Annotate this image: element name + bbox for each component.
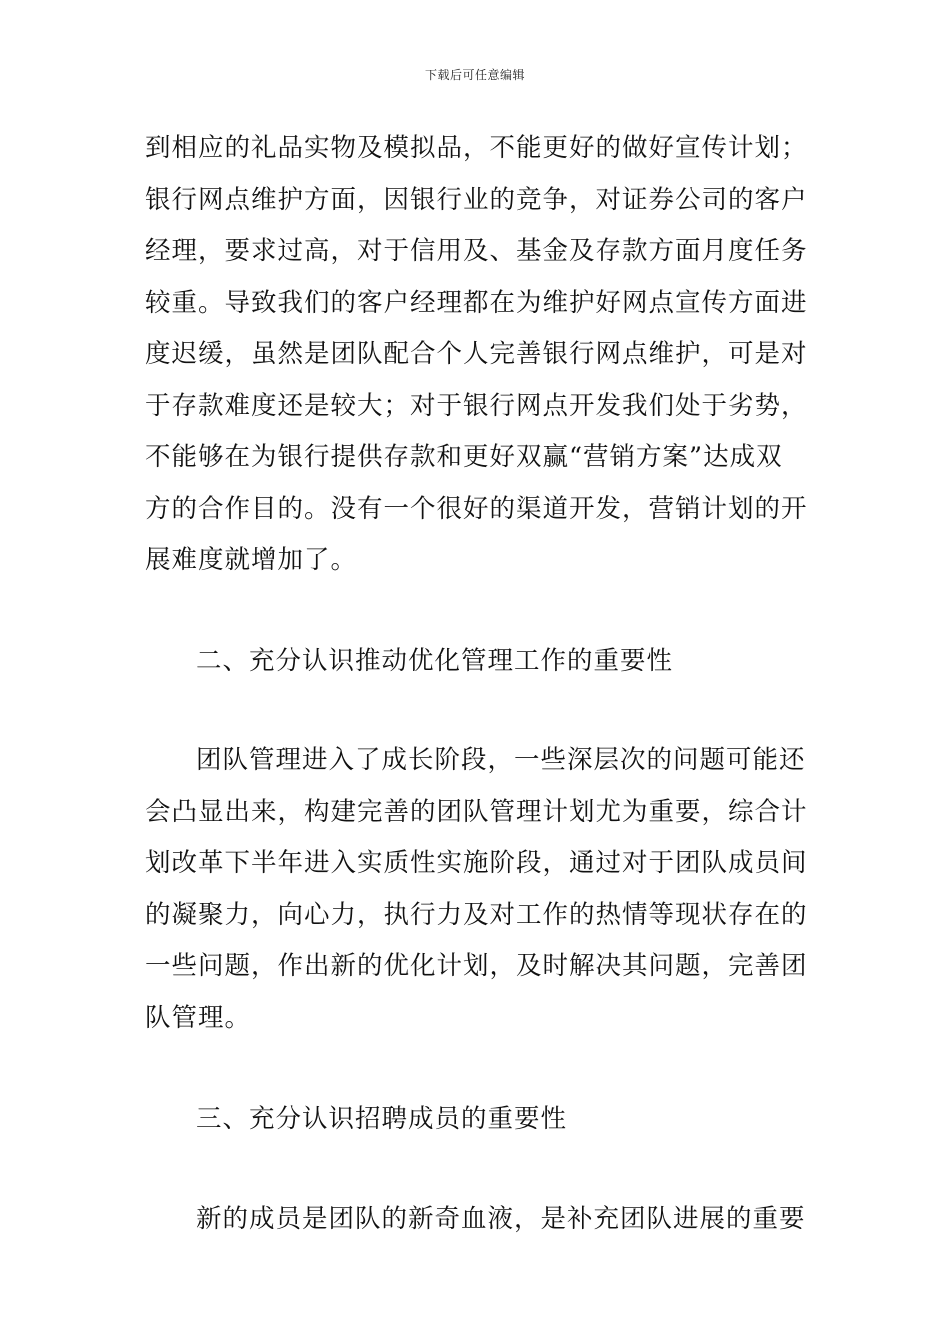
page-header-note: 下载后可任意编辑	[424, 68, 525, 82]
section-heading-3: 三、充分认识招聘成员的重要性	[196, 1104, 568, 1134]
paragraph-1	[145, 123, 807, 587]
paragraph-line: 团队管理进入了成长阶段，一些深层次的问题可能还	[196, 745, 806, 775]
paragraph-line: 队管理。	[145, 1002, 252, 1033]
document-body	[145, 123, 807, 1245]
paragraph-line: 一些问题，作出新的优化计划，及时解决其问题，完善团	[145, 951, 808, 981]
paragraph-line: 展难度就增加了。	[145, 545, 358, 575]
paragraph-line: 方的合作目的。没有一个很好的渠道开发，营销计划的开	[145, 493, 808, 524]
paragraph-line: 会凸显出来，构建完善的团队管理计划尤为重要，综合计	[145, 796, 808, 827]
paragraph-line: 不能够在为银行提供存款和更好双赢“营销方案”达成双	[145, 442, 783, 472]
paragraph-2	[145, 735, 807, 1044]
paragraph-line: 经理，要求过高，对于信用及、基金及存款方面月度任务	[145, 236, 808, 266]
paragraph-line: 的凝聚力，向心力，执行力及对工作的热情等现状存在的	[145, 899, 808, 930]
paragraph-line: 银行网点维护方面，因银行业的竞争，对证券公司的客户	[145, 184, 808, 215]
paragraph-3	[145, 1194, 807, 1246]
paragraph-line: 新的成员是团队的新奇血液，是补充团队进展的重要	[196, 1203, 806, 1234]
paragraph-line: 较重。导致我们的客户经理都在为维护好网点宣传方面进	[145, 287, 808, 318]
paragraph-line: 于存款难度还是较大；对于银行网点开发我们处于劣势，	[145, 390, 808, 421]
paragraph-line: 划改革下半年进入实质性实施阶段，通过对于团队成员间	[145, 848, 808, 878]
paragraph-line: 到相应的礼品实物及模拟品，不能更好的做好宣传计划；	[145, 133, 808, 163]
section-heading-2: 二、充分认识推动优化管理工作的重要性	[196, 645, 674, 676]
paragraph-line: 度迟缓，虽然是团队配合个人完善银行网点维护，可是对	[145, 339, 808, 369]
